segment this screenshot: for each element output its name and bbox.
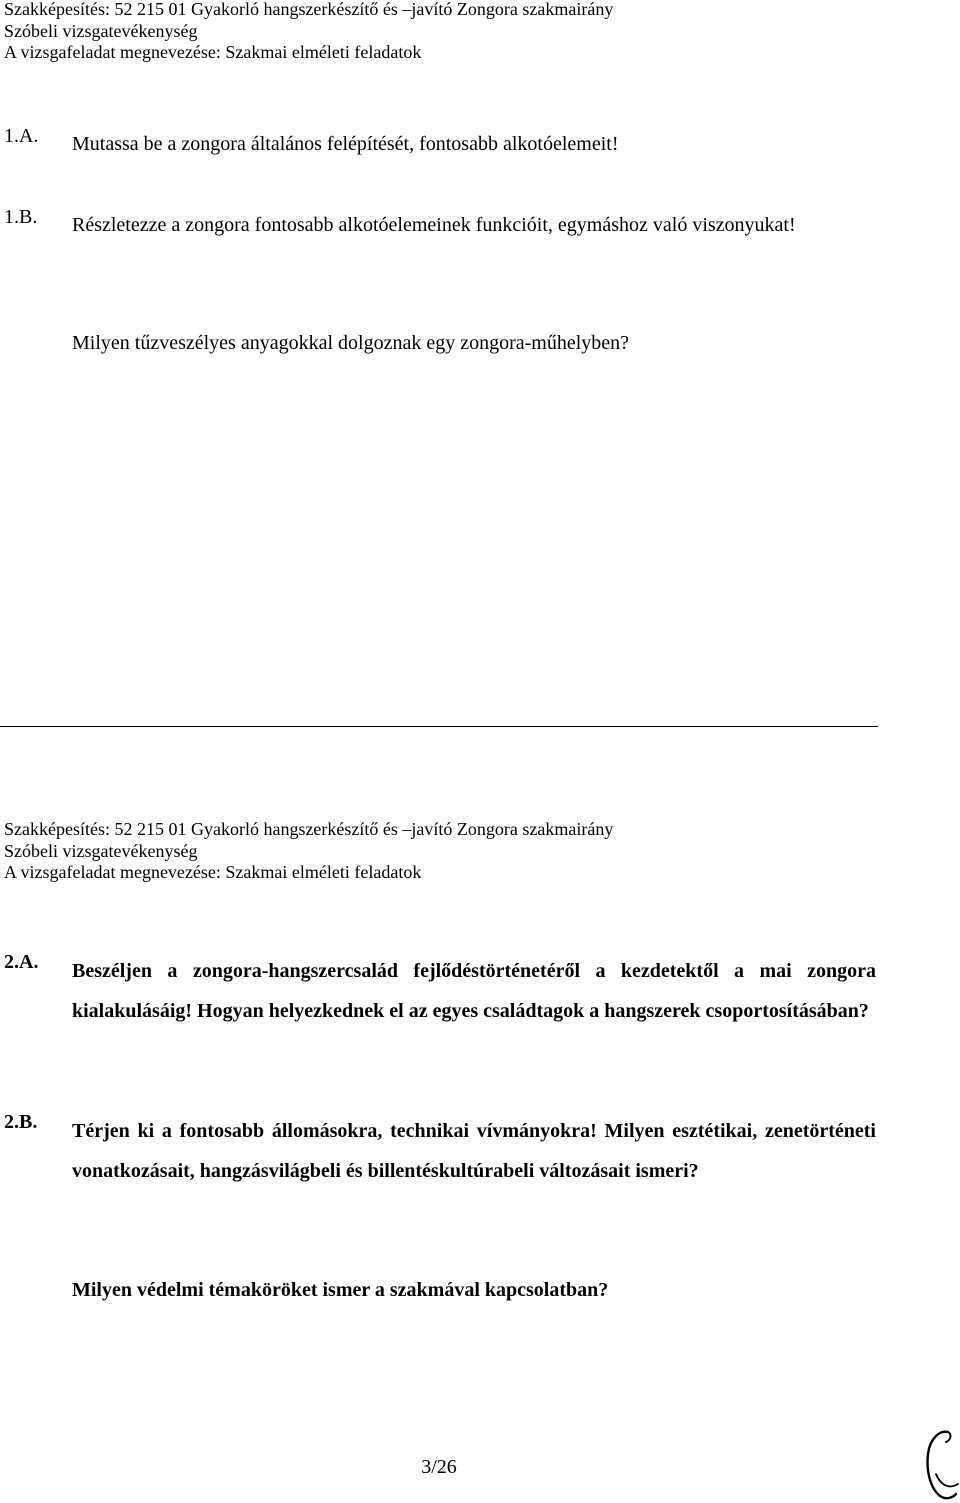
header-task-name: A vizsgafeladat megnevezése: Szakmai elméleti feladatok xyxy=(4,42,422,62)
question-text: Mutassa be a zongora általános felépítését, fontosabb alkotóelemeit! xyxy=(72,133,619,155)
question-2a xyxy=(4,951,876,1031)
header-activity: Szóbeli vizsgatevékenység xyxy=(4,840,198,861)
page-header xyxy=(4,0,613,64)
question-text: Beszéljen a zongora-hangszercsalád fejlődéstörténetéről a kezdetektől a mai zongora kialakulásáig! Hogyan helyezkednek el az egyes családtagok a hangszerek csoportosításában? xyxy=(72,960,876,1022)
question-2b xyxy=(4,1111,876,1191)
signature-mark xyxy=(918,1424,960,1503)
question-text: Milyen védelmi témaköröket ismer a szakmával kapcsolatban? xyxy=(72,1279,609,1301)
question-text: Térjen ki a fontosabb állomásokra, technikai vívmányokra! Milyen esztétikai, zenetörténeti vonatkozásait, hangzásvilágbeli és billentéskultúrabeli változásait ismeri? xyxy=(72,1120,876,1182)
header-activity: Szóbeli vizsgatevékenység xyxy=(4,20,198,41)
page-header xyxy=(4,819,613,884)
question-number: 2.A. xyxy=(4,951,39,973)
question-number: 1.B. xyxy=(4,206,38,228)
question-1b-extra xyxy=(4,324,876,362)
question-text: Részletezze a zongora fontosabb alkotóelemeinek funkcióit, egymáshoz való viszonyukat! xyxy=(72,214,796,236)
page-number: 3/26 xyxy=(421,1456,457,1478)
page-divider xyxy=(0,726,878,727)
header-qualification: Szakképesítés: 52 215 01 Gyakorló hangszerkészítő és –javító Zongora szakmairány xyxy=(4,819,614,839)
question-text: Milyen tűzveszélyes anyagokkal dolgoznak egy zongora-műhelyben? xyxy=(72,332,630,354)
question-number: 1.A. xyxy=(4,125,39,147)
question-1a xyxy=(4,125,876,163)
header-qualification: Szakképesítés: 52 215 01 Gyakorló hangszerkészítő és –javító Zongora szakmairány xyxy=(4,0,614,19)
question-2b-extra xyxy=(4,1270,876,1310)
question-number: 2.B. xyxy=(4,1111,38,1133)
header-task-name: A vizsgafeladat megnevezése: Szakmai elméleti feladatok xyxy=(4,862,422,882)
question-1b xyxy=(4,206,876,244)
